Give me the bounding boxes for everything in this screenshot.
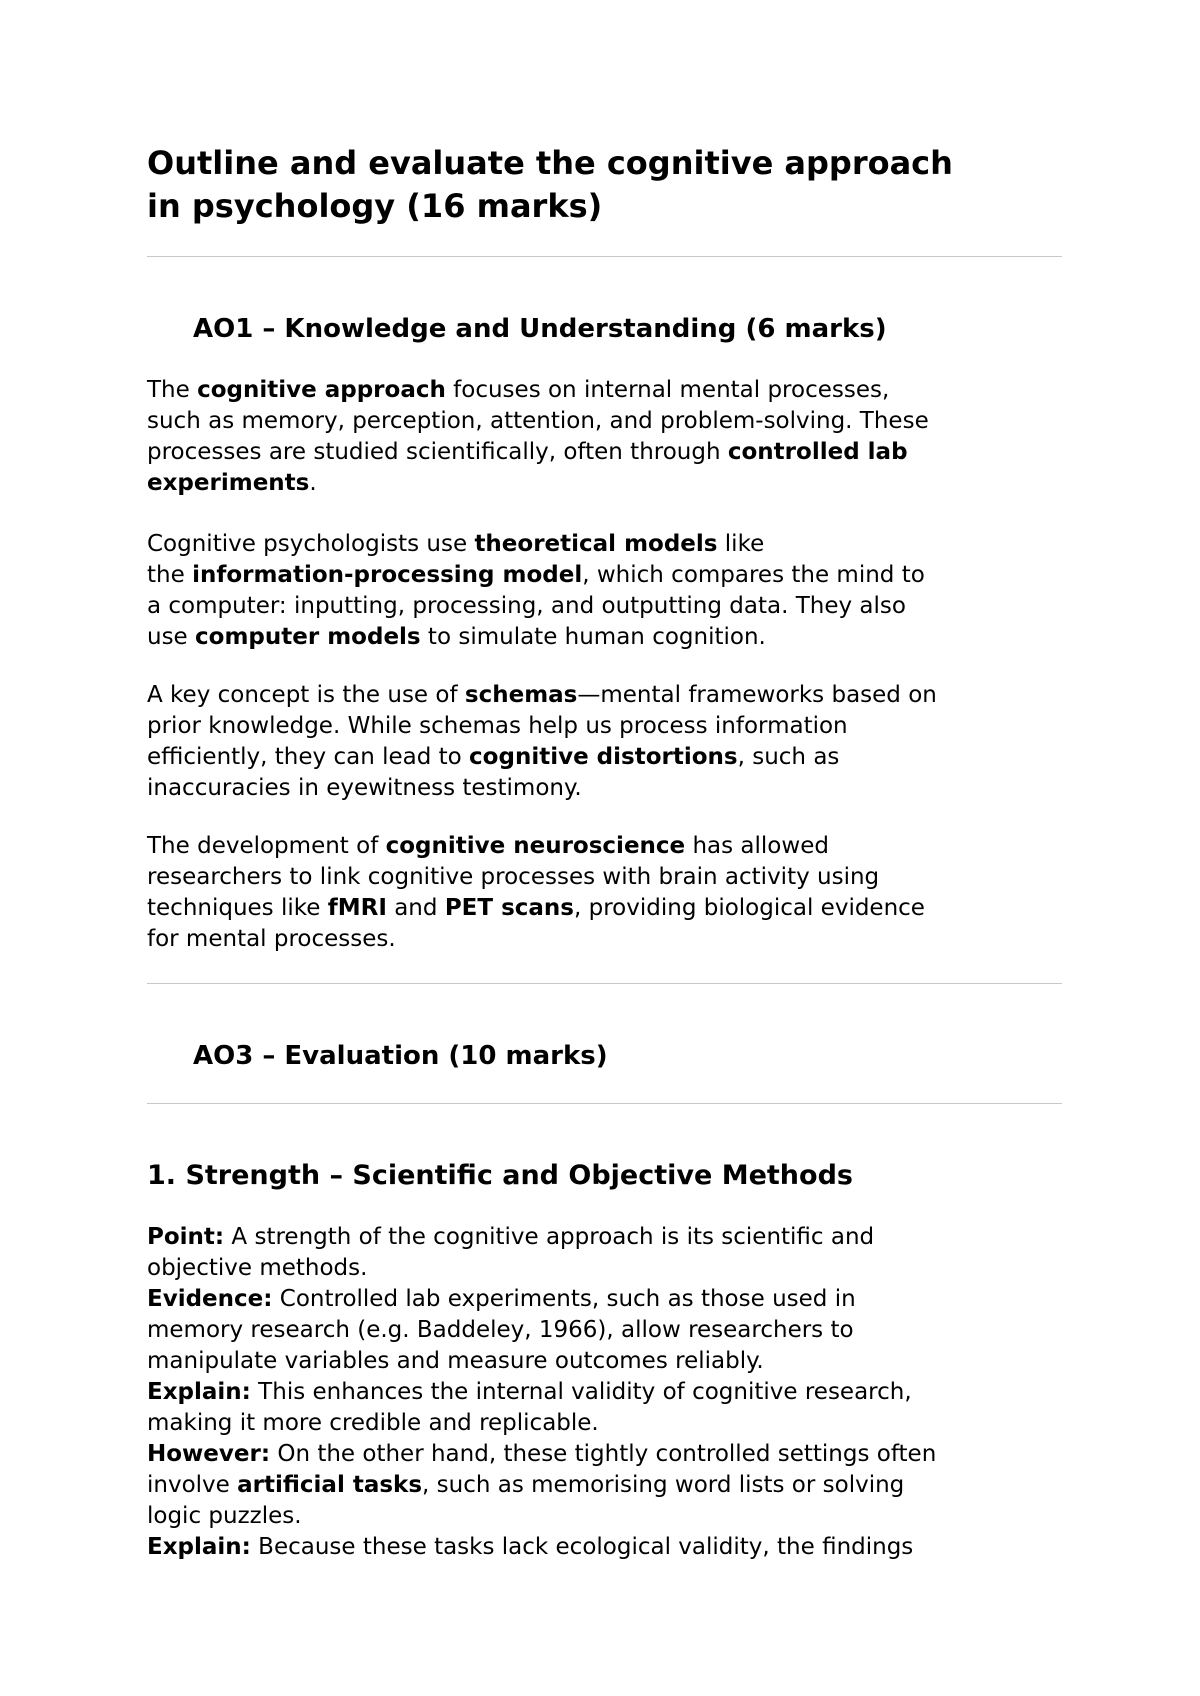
text: the <box>147 562 193 588</box>
title-line: Outline and evaluate the cognitive approach <box>147 144 953 182</box>
title-line: in psychology (16 marks) <box>147 187 603 225</box>
divider <box>147 983 1062 984</box>
text-line <box>147 1439 936 1470</box>
text: memory research (e.g. Baddeley, 1966), allow researchers to <box>147 1317 854 1343</box>
text-line <box>147 1377 936 1408</box>
text-line <box>147 1532 936 1563</box>
text: This enhances the internal validity of cognitive research, <box>250 1379 912 1405</box>
text: to simulate human cognition. <box>420 624 766 650</box>
text: —mental frameworks based on <box>577 682 937 708</box>
page-title <box>147 142 953 228</box>
bold-text: theoretical models <box>474 531 718 557</box>
text: such as memory, perception, attention, and problem-solving. These <box>147 408 929 434</box>
text-line <box>147 468 929 499</box>
text: making it more credible and replicable. <box>147 1410 599 1436</box>
bold-text: cognitive neuroscience <box>385 833 686 859</box>
text-line <box>147 893 925 924</box>
text: Because these tasks lack ecological validity, the findings <box>250 1534 914 1560</box>
text-line <box>147 406 929 437</box>
text: logic puzzles. <box>147 1503 302 1529</box>
text-line <box>147 437 929 468</box>
text: a computer: inputting, processing, and outputting data. They also <box>147 593 906 619</box>
text-line <box>147 1346 936 1377</box>
text: , such as <box>737 744 840 770</box>
text-line <box>147 831 925 862</box>
text: , which compares the mind to <box>582 562 925 588</box>
bold-text: experiments <box>147 470 310 496</box>
text: The <box>147 377 198 403</box>
ao1-heading: AO1 – Knowledge and Understanding (6 marks) <box>193 314 887 344</box>
text-line <box>147 773 937 804</box>
bold-text: computer models <box>195 624 421 650</box>
text-line <box>147 1470 936 1501</box>
text: for mental processes. <box>147 926 396 952</box>
text-line <box>147 1222 936 1253</box>
text-line <box>147 862 925 893</box>
text-line <box>147 1315 936 1346</box>
bold-text: Point: <box>147 1224 225 1250</box>
bold-text: cognitive approach <box>197 377 446 403</box>
text-line <box>147 742 937 773</box>
text: inaccuracies in eyewitness testimony. <box>147 775 582 801</box>
text-line <box>147 924 925 955</box>
text-line <box>147 1284 936 1315</box>
text-line <box>147 560 925 591</box>
text: . <box>309 470 317 496</box>
text-line <box>147 1501 936 1532</box>
text: , such as memorising word lists or solving <box>422 1472 905 1498</box>
paragraph <box>147 375 929 499</box>
text: has allowed <box>685 833 829 859</box>
text-line <box>147 591 925 622</box>
bold-text: information-processing model <box>192 562 583 588</box>
text: prior knowledge. While schemas help us process information <box>147 713 848 739</box>
text: techniques like <box>147 895 328 921</box>
text: A key concept is the use of <box>147 682 465 708</box>
text: On the other hand, these tightly controlled settings often <box>270 1441 937 1467</box>
text: involve <box>147 1472 238 1498</box>
paragraph <box>147 529 925 653</box>
paragraph <box>147 831 925 955</box>
text: like <box>717 531 765 557</box>
text-line <box>147 1408 936 1439</box>
text: , providing biological evidence <box>574 895 925 921</box>
text: and <box>386 895 445 921</box>
text-line <box>147 622 925 653</box>
paragraph <box>147 680 937 804</box>
bold-text: Explain: <box>147 1534 251 1560</box>
text: The development of <box>147 833 386 859</box>
text: objective methods. <box>147 1255 368 1281</box>
text-line <box>147 529 925 560</box>
bold-text: Evidence: <box>147 1286 273 1312</box>
text-line <box>147 711 937 742</box>
text: A strength of the cognitive approach is its scientific and <box>224 1224 875 1250</box>
text: researchers to link cognitive processes with brain activity using <box>147 864 880 890</box>
text-line <box>147 1253 936 1284</box>
text: focuses on internal mental processes, <box>445 377 890 403</box>
divider <box>147 256 1062 257</box>
divider <box>147 1103 1062 1104</box>
bold-text: However: <box>147 1441 271 1467</box>
paragraph <box>147 1222 936 1563</box>
bold-text: fMRI <box>327 895 387 921</box>
ao3-heading: AO3 – Evaluation (10 marks) <box>193 1041 608 1071</box>
text-line <box>147 375 929 406</box>
bold-text: Explain: <box>147 1379 251 1405</box>
text: efficiently, they can lead to <box>147 744 470 770</box>
text: processes are studied scientifically, often through <box>147 439 728 465</box>
bold-text: PET scans <box>444 895 574 921</box>
text: Controlled lab experiments, such as those used in <box>272 1286 856 1312</box>
text-line <box>147 680 937 711</box>
bold-text: controlled lab <box>727 439 908 465</box>
text: manipulate variables and measure outcomes reliably. <box>147 1348 764 1374</box>
bold-text: cognitive distortions <box>469 744 738 770</box>
text: Cognitive psychologists use <box>147 531 475 557</box>
bold-text: artificial tasks <box>237 1472 423 1498</box>
text: use <box>147 624 196 650</box>
strength-heading: 1. Strength – Scientific and Objective Methods <box>147 1160 853 1191</box>
bold-text: schemas <box>464 682 578 708</box>
